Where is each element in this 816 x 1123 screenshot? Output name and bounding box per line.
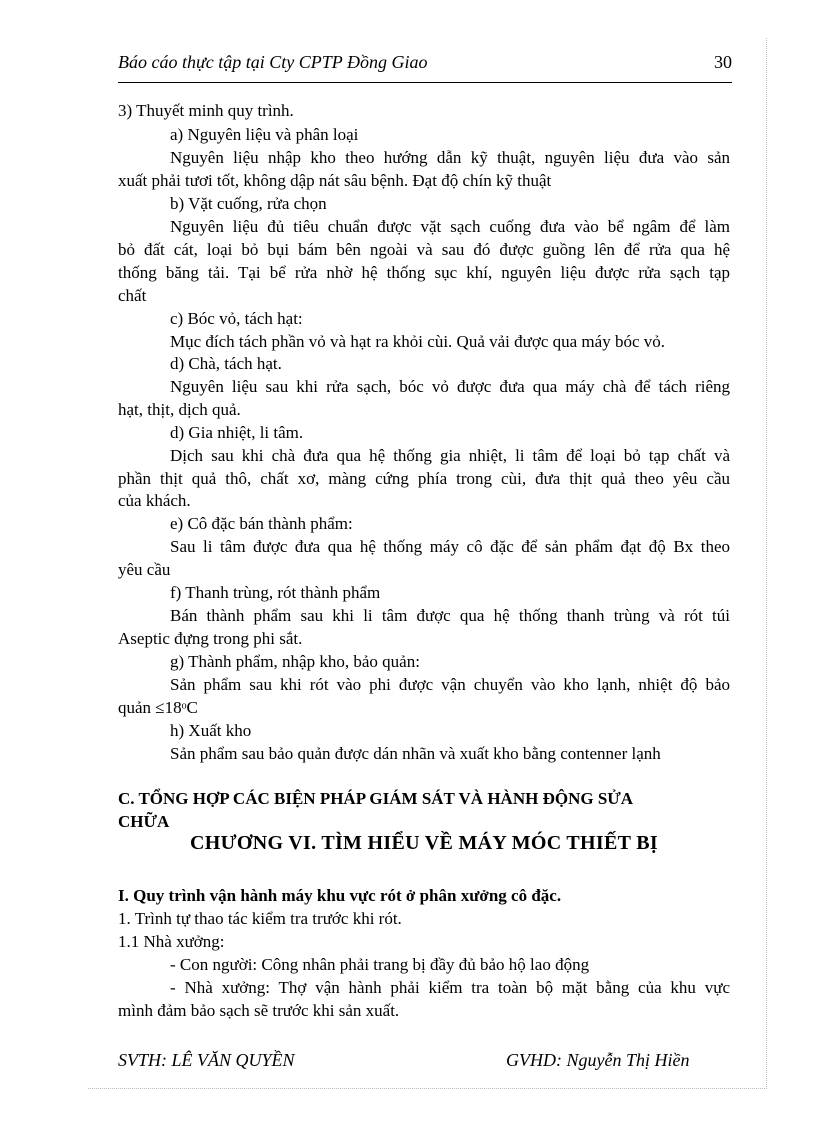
body-line: thống băng tải. Tại bể rửa nhờ hệ thống sục khí, nguyên liệu được rửa sạch tạp [118, 263, 730, 282]
body-line: c) Bóc vỏ, tách hạt: [170, 309, 303, 328]
body-line: của khách. [118, 491, 191, 510]
section-heading: CHỮA [118, 812, 170, 831]
body-line: xuất phải tươi tốt, không dập nát sâu bệnh. Đạt độ chín kỹ thuật [118, 171, 552, 190]
body-line: phần thịt quả thô, chất xơ, màng cứng phía trong cùi, đưa thịt quả theo yêu cầu [118, 469, 730, 488]
body-line: Sau li tâm được đưa qua hệ thống máy cô đặc để sản phẩm đạt độ Bx theo [170, 537, 730, 556]
header-title: Báo cáo thực tập tại Cty CPTP Đồng Giao [118, 52, 428, 72]
body-line: b) Vặt cuống, rửa chọn [170, 194, 327, 213]
body-line: e) Cô đặc bán thành phẩm: [170, 514, 353, 533]
page-header [118, 52, 732, 78]
body-line: - Nhà xưởng: Thợ vận hành phải kiểm tra toàn bộ mặt bằng của khu vực [170, 978, 730, 997]
body-line: h) Xuất kho [170, 721, 252, 740]
body-line: - Con người: Công nhân phải trang bị đầy đủ bảo hộ lao động [170, 955, 590, 974]
body-line: a) Nguyên liệu và phân loại [170, 125, 359, 144]
body-line: Aseptic đựng trong phi sắt. [118, 629, 303, 648]
body-line: Sản phẩm sau bảo quản được dán nhãn và xuất kho bằng contenner lạnh [170, 744, 661, 763]
page-number: 30 [714, 52, 732, 72]
body-line: Mục đích tách phần vỏ và hạt ra khỏi cùi. Quả vải được qua máy bóc vỏ. [170, 332, 666, 351]
body-line: Nguyên liệu đủ tiêu chuẩn được vặt sạch cuống đưa vào bể ngâm để làm [170, 217, 730, 236]
footer-advisor: GVHD: Nguyễn Thị Hiền [506, 1050, 690, 1070]
body-line: Bán thành phẩm sau khi li tâm được qua hệ thống thanh trùng và rót túi [170, 606, 730, 625]
header-divider [118, 82, 732, 83]
body-line: Sản phẩm sau khi rót vào phi được vận chuyển vào kho lạnh, nhiệt độ bảo [170, 675, 730, 694]
body-line: g) Thành phẩm, nhập kho, bảo quản: [170, 652, 420, 671]
body-line: 1. Trình tự thao tác kiểm tra trước khi rót. [118, 909, 402, 928]
body-line: 3) Thuyết minh quy trình. [118, 101, 294, 120]
section-heading: C. TỔNG HỢP CÁC BIỆN PHÁP GIÁM SÁT VÀ HÀNH ĐỘNG SỬA [118, 789, 634, 808]
body-line: d) Gia nhiệt, li tâm. [170, 423, 304, 442]
body-line: 1.1 Nhà xưởng: [118, 932, 225, 951]
chapter-title: CHƯƠNG VI. TÌM HIỂU VỀ MÁY MÓC THIẾT BỊ [190, 832, 658, 854]
body-line: Nguyên liệu sau khi rửa sạch, bóc vỏ được đưa qua máy chà để tách riêng [170, 377, 730, 396]
body-line: f) Thanh trùng, rót thành phẩm [170, 583, 381, 602]
subsection-heading: I. Quy trình vận hành máy khu vực rót ở phân xưởng cô đặc. [118, 886, 562, 905]
body-line: hạt, thịt, dịch quả. [118, 400, 241, 419]
body-line: Dịch sau khi chà đưa qua hệ thống gia nhiệt, li tâm để loại bỏ tạp chất và [170, 446, 730, 465]
body-line: bỏ đất cát, loại bỏ bụi bám bên ngoài và sau đó được guồng lên để rửa qua hệ [118, 240, 730, 259]
body-line: Nguyên liệu nhập kho theo hướng dẫn kỹ thuật, nguyên liệu đưa vào sản [170, 148, 730, 167]
body-line: quản ≤18ᵒC [118, 698, 198, 717]
body-line: d) Chà, tách hạt. [170, 354, 282, 373]
body-line: yêu cầu [118, 560, 171, 579]
body-line: chất [118, 286, 147, 305]
body-line: mình đảm bảo sạch sẽ trước khi sản xuất. [118, 1001, 400, 1020]
footer-student: SVTH: LÊ VĂN QUYỀN [118, 1050, 295, 1070]
